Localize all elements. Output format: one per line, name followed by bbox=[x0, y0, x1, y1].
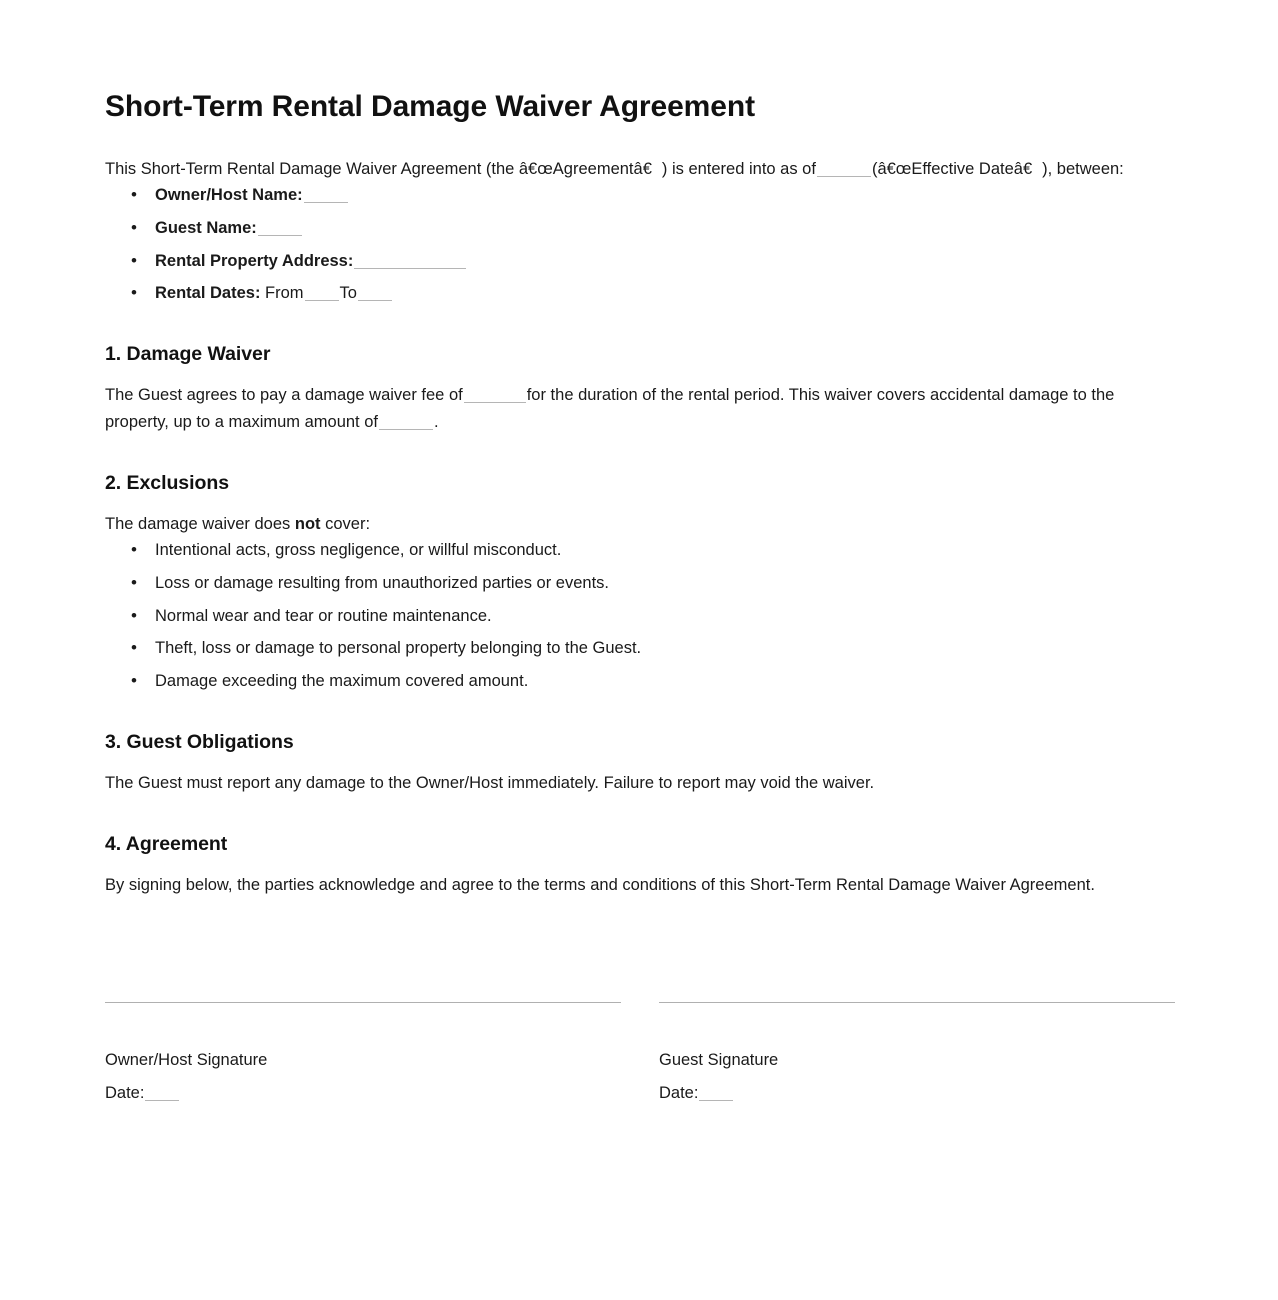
section-body-guest-obligations: The Guest must report any damage to the Owner/Host immediately. Failure to report may void the waiver. bbox=[105, 773, 875, 792]
list-item bbox=[131, 603, 1175, 630]
section-heading-damage-waiver: 1. Damage Waiver bbox=[105, 343, 271, 366]
guest-name-label: Guest Name: bbox=[155, 218, 257, 237]
list-item bbox=[131, 635, 1175, 662]
exclusion-item-text: Theft, loss or damage to personal property belonging to the Guest. bbox=[155, 639, 642, 658]
guest-signature-label: Guest Signature bbox=[659, 1051, 779, 1070]
section-body-agreement: By signing below, the parties acknowledge and agree to the terms and conditions of this Short-Term Rental Damage Waiver Agreement. bbox=[105, 875, 1095, 894]
section-body-damage-waiver bbox=[105, 382, 1175, 435]
signature-block bbox=[105, 1002, 1175, 1106]
damage-waiver-fee-blank[interactable] bbox=[464, 388, 526, 403]
exclusions-lead-in bbox=[105, 511, 1175, 538]
section-heading-guest-obligations: 3. Guest Obligations bbox=[105, 730, 294, 753]
list-item bbox=[131, 537, 1175, 564]
exclusion-item-text: Normal wear and tear or routine maintenance. bbox=[155, 606, 492, 625]
intro-text-part2: (â€œEffective Dateâ€), between: bbox=[871, 159, 1124, 178]
maximum-amount-blank[interactable] bbox=[379, 415, 433, 430]
exclusion-item-text: Loss or damage resulting from unauthorized parties or events. bbox=[155, 573, 609, 592]
exclusion-item-text: Damage exceeding the maximum covered amount. bbox=[155, 672, 529, 691]
owner-host-name-blank[interactable] bbox=[304, 188, 348, 203]
guest-signature-line[interactable] bbox=[659, 1002, 1175, 1004]
rental-date-to-blank[interactable] bbox=[358, 286, 392, 301]
section-heading-agreement: 4. Agreement bbox=[105, 832, 228, 855]
owner-host-signature-label: Owner/Host Signature bbox=[105, 1051, 268, 1070]
list-item-guest-name bbox=[131, 215, 1175, 242]
page-title: Short-Term Rental Damage Waiver Agreement bbox=[105, 90, 755, 123]
owner-host-date-blank[interactable] bbox=[145, 1086, 179, 1101]
guest-date-blank[interactable] bbox=[699, 1086, 733, 1101]
signature-column-owner-host bbox=[105, 1002, 621, 1106]
owner-host-date-row bbox=[105, 1080, 621, 1107]
exclusions-lead-emphasis: not bbox=[294, 514, 321, 533]
list-item bbox=[131, 668, 1175, 695]
owner-host-date-label: Date: bbox=[105, 1084, 145, 1102]
list-item-rental-dates bbox=[131, 280, 1175, 307]
list-item bbox=[131, 570, 1175, 597]
section-heading-exclusions: 2. Exclusions bbox=[105, 471, 229, 494]
list-item-rental-property-address bbox=[131, 248, 1175, 275]
exclusions-list bbox=[105, 537, 1175, 695]
owner-host-signature-line[interactable] bbox=[105, 1002, 621, 1004]
rental-dates-to-label: To bbox=[339, 284, 357, 303]
damage-waiver-text-part1: The Guest agrees to pay a damage waiver fee of bbox=[105, 386, 463, 405]
rental-property-address-label: Rental Property Address: bbox=[155, 251, 354, 270]
rental-property-address-blank[interactable] bbox=[354, 254, 466, 269]
intro-paragraph bbox=[105, 156, 1175, 183]
exclusions-lead-part1: The damage waiver does bbox=[105, 514, 291, 533]
guest-name-blank[interactable] bbox=[258, 221, 302, 236]
party-details-list bbox=[105, 182, 1175, 307]
intro-text-part1: This Short-Term Rental Damage Waiver Agreement (the â€œAgreementâ€) is entered into as of bbox=[105, 159, 816, 178]
damage-waiver-text-part2: for the duration of the rental period. This waiver covers accidental damage to the property, up to a maximum amount of bbox=[105, 386, 1115, 431]
signature-column-guest bbox=[659, 1002, 1175, 1106]
guest-date-label: Date: bbox=[659, 1084, 699, 1102]
rental-dates-from-label: From bbox=[265, 284, 304, 303]
list-item-owner-host-name bbox=[131, 182, 1175, 209]
rental-dates-label: Rental Dates: bbox=[155, 284, 261, 303]
exclusion-item-text: Intentional acts, gross negligence, or willful misconduct. bbox=[155, 541, 562, 560]
exclusions-lead-part2: cover: bbox=[325, 514, 371, 533]
damage-waiver-text-part3: . bbox=[433, 412, 439, 431]
guest-date-row bbox=[659, 1080, 1175, 1107]
owner-host-name-label: Owner/Host Name: bbox=[155, 186, 303, 205]
rental-date-from-blank[interactable] bbox=[305, 286, 339, 301]
effective-date-blank[interactable] bbox=[817, 162, 871, 177]
